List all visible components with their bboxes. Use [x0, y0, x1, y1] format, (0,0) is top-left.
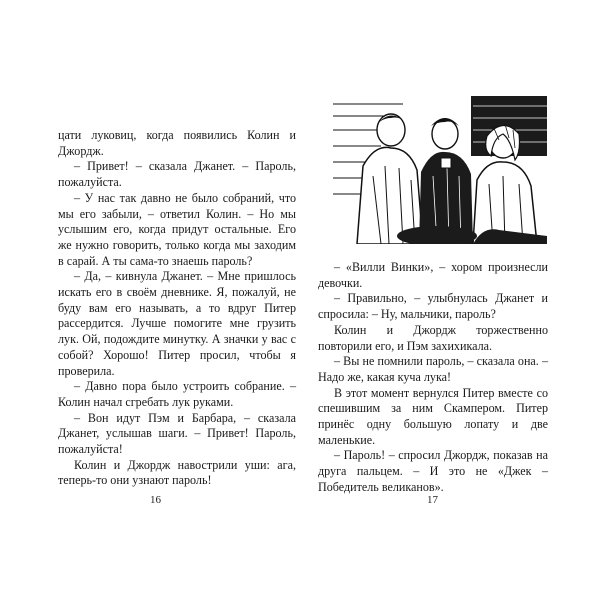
- paragraph: – Давно пора было устроить собрание. – Колин начал сгребать лук руками.: [58, 379, 296, 409]
- paragraph: цати луковиц, когда появились Колин и Джордж.: [58, 128, 296, 158]
- paragraph: – Вы не помнили пароль, – сказала она. – Надо же, какая куча лука!: [318, 354, 548, 384]
- paragraph: Колин и Джордж торжественно повторили его, и Пэм захихикала.: [318, 322, 548, 353]
- paragraph: – Привет! – сказала Джанет. – Пароль, пожалуйста.: [58, 159, 296, 190]
- paragraph: В этот момент вернулся Питер вместе со спешившим за ним Скампером. Питер принёс одну большую лопату и две маленькие.: [318, 385, 548, 447]
- right-page: [318, 96, 548, 496]
- left-page: [58, 128, 296, 489]
- paragraph: – Правильно, – улыбнулась Джанет и спросила: – Ну, мальчики, пароль?: [318, 291, 548, 322]
- paragraph: – «Вилли Винки», – хором произнесли девочки.: [318, 260, 548, 290]
- page-number-left: 16: [150, 494, 161, 506]
- right-text-block: [318, 260, 548, 496]
- paragraph: – Да, – кивнула Джанет. – Мне пришлось искать его в своём дневнике. Я, пожалуй, не буду вам его называть, а то вдруг Питер рассердится. Лучше помогите мне грузить лук. Ой, подождите минутку. А значки у вас с собой? Хорошо! Питер просил, чтобы я проверила.: [58, 269, 296, 378]
- paragraph: – У нас так давно не было собраний, что мы его забыли, – ответил Колин. – Но мы услышим его, когда придут остальные. Его же нужно говорить, только когда мы заходим в сарай. А ты сама-то знаешь пароль?: [58, 190, 296, 268]
- page-number-right: 17: [427, 494, 438, 506]
- paragraph: Колин и Джордж навострили уши: ага, теперь-то они узнают пароль!: [58, 457, 296, 488]
- paragraph: – Вон идут Пэм и Барбара, – сказала Джанет, услышав шаги. – Привет! Пароль, пожалуйста!: [58, 410, 296, 457]
- paragraph: – Пароль! – спросил Джордж, показав на друга пальцем. – И это не «Джек – Победитель великанов».: [318, 448, 548, 494]
